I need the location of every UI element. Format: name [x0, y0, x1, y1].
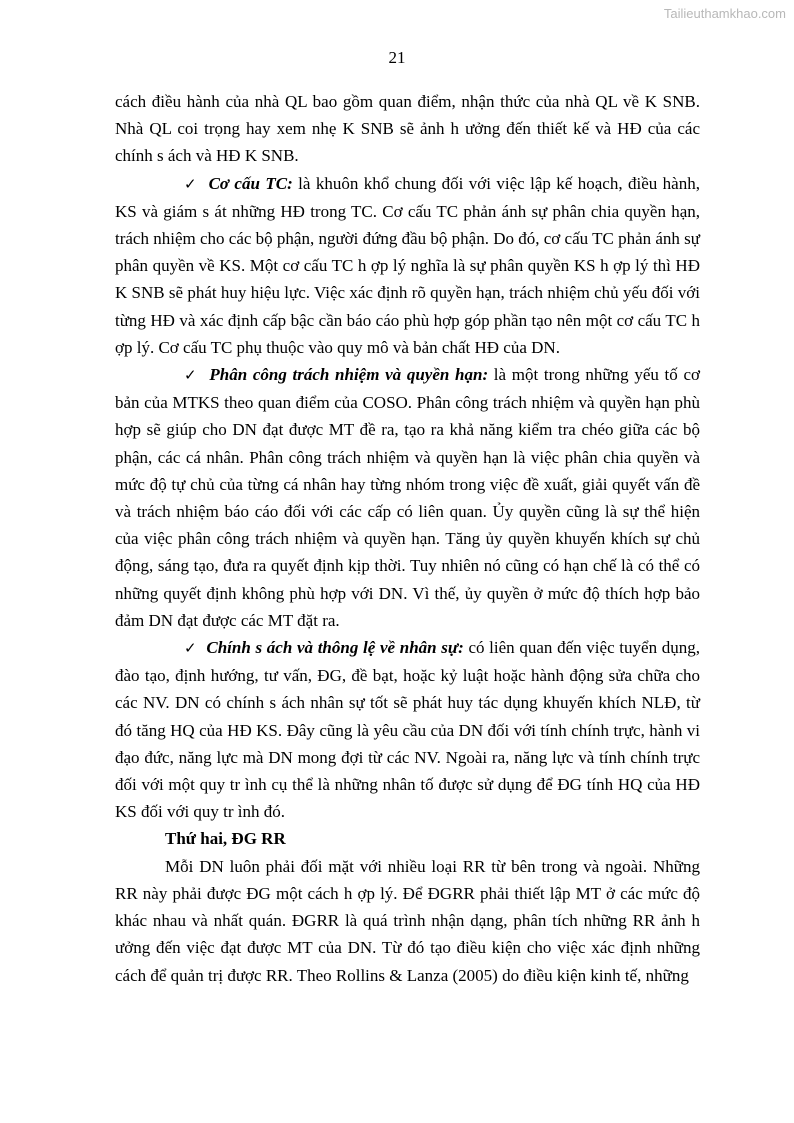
- section-heading: Thứ hai, ĐG RR: [165, 829, 286, 849]
- paragraph-continuation: cách điều hành của nhà QL bao gồm quan điểm, nhận thức của nhà QL về K SNB. Nhà QL coi trọng hay xem nhẹ K SNB sẽ ảnh h ưởng đến thiết kế và HĐ của các chính s ách và HĐ K SNB.: [115, 92, 700, 166]
- checkmark-icon: ✓: [184, 174, 198, 193]
- page-number: 21: [388, 48, 406, 67]
- paragraph-risk-assessment: Mỗi DN luôn phải đối mặt với nhiều loại RR từ bên trong và ngoài. Những RR này phải được ĐG một cách h ợp lý. Để ĐGRR phải thiết lập MT ở các mức độ khác nhau và nhất quán. ĐGRR là quá trình nhận dạng, phân tích những RR ảnh h ưởng đến việc đạt được MT của DN. Từ đó tạo điều kiện cho việc xác định những cách để quản trị được RR. Theo Rollins & Lanza (2005) do điều kiện kinh tế, những: [115, 856, 700, 985]
- bullet-organizational-structure: [115, 170, 700, 361]
- bullet-text: là khuôn khổ chung đối với việc lập kế hoạch, điều hành, KS và giám s át những HĐ trong TC. Cơ cấu TC phản ánh sự phân chia quyền hạn, trách nhiệm cho các bộ phận, người đứng đầu bộ phận. Do đó, cơ cấu TC phản ánh sự phân quyền về KS. Một cơ cấu TC h ợp lý nghĩa là sự phân quyền KS h ợp lý thì HĐ K SNB sẽ phát huy hiệu lực. Việc xác định rõ quyền hạn, trách nhiệm chủ yếu đối với từng HĐ và xác định cấp bậc cần báo cáo phù hợp góp phần tạo nên một cơ cấu TC h ợp lý. Cơ cấu TC phụ thuộc vào quy mô và bản chất HĐ của DN.: [115, 173, 700, 357]
- bullet-hr-policies: [115, 634, 700, 825]
- watermark: Tailieuthamkhao.com: [663, 6, 786, 21]
- checkmark-icon: ✓: [184, 639, 198, 658]
- bullet-text: là một trong những yếu tố cơ bản của MTKS theo quan điểm của COSO. Phân công trách nhiệm và quyền hạn phù hợp sẽ giúp cho DN đạt được MT đề ra, tạo ra khả năng kiểm tra chéo giữa các bộ phận, các cá nhân. Phân công trách nhiệm và quyền hạn là việc phân chia quyền và mức độ tự chủ của từng cá nhân hay từng nhóm trong việc đề xuất, giải quyết vấn đề và trách nhiệm báo cáo đối với các cấp có liên quan. Ủy quyền cũng là sự thể hiện của việc phân công trách nhiệm và quyền hạn. Tăng ủy quyền khuyến khích sự chủ động, sáng tạo, đưa ra quyết định kịp thời. Tuy nhiên nó cũng có hạn chế là có thể có những quyết định không phù hợp với DN. Vì thế, ủy quyền ở mức độ thích hợp bảo đảm DN đạt được các MT đặt ra.: [115, 365, 700, 630]
- bullet-term: Chính s ách và thông lệ về nhân sự:: [206, 638, 464, 658]
- bullet-term: Phân công trách nhiệm và quyền hạn:: [209, 365, 489, 385]
- bullet-text: có liên quan đến việc tuyển dụng, đào tạo, định hướng, tư vấn, ĐG, đề bạt, hoặc kỷ luật hoặc hành động sửa chữa cho các NV. DN có chính s ách nhân sự tốt sẽ phát huy tác dụng khuyến khích NLĐ, từ đó tăng HQ của HĐ KS. Đây cũng là yêu cầu của DN đối với tính chính trực, hành vi đạo đức, năng lực mà DN mong đợi từ các NV. Ngoài ra, năng lực và tính chính trực đối với một quy tr ình cụ thể là những nhân tố được sử dụng để ĐG tính HQ của HĐ KS đối với quy tr ình đó.: [115, 638, 701, 822]
- document-body: [115, 88, 700, 989]
- bullet-responsibility-authority: [115, 361, 700, 634]
- checkmark-icon: ✓: [184, 366, 198, 385]
- bullet-term: Cơ cấu TC:: [208, 173, 293, 193]
